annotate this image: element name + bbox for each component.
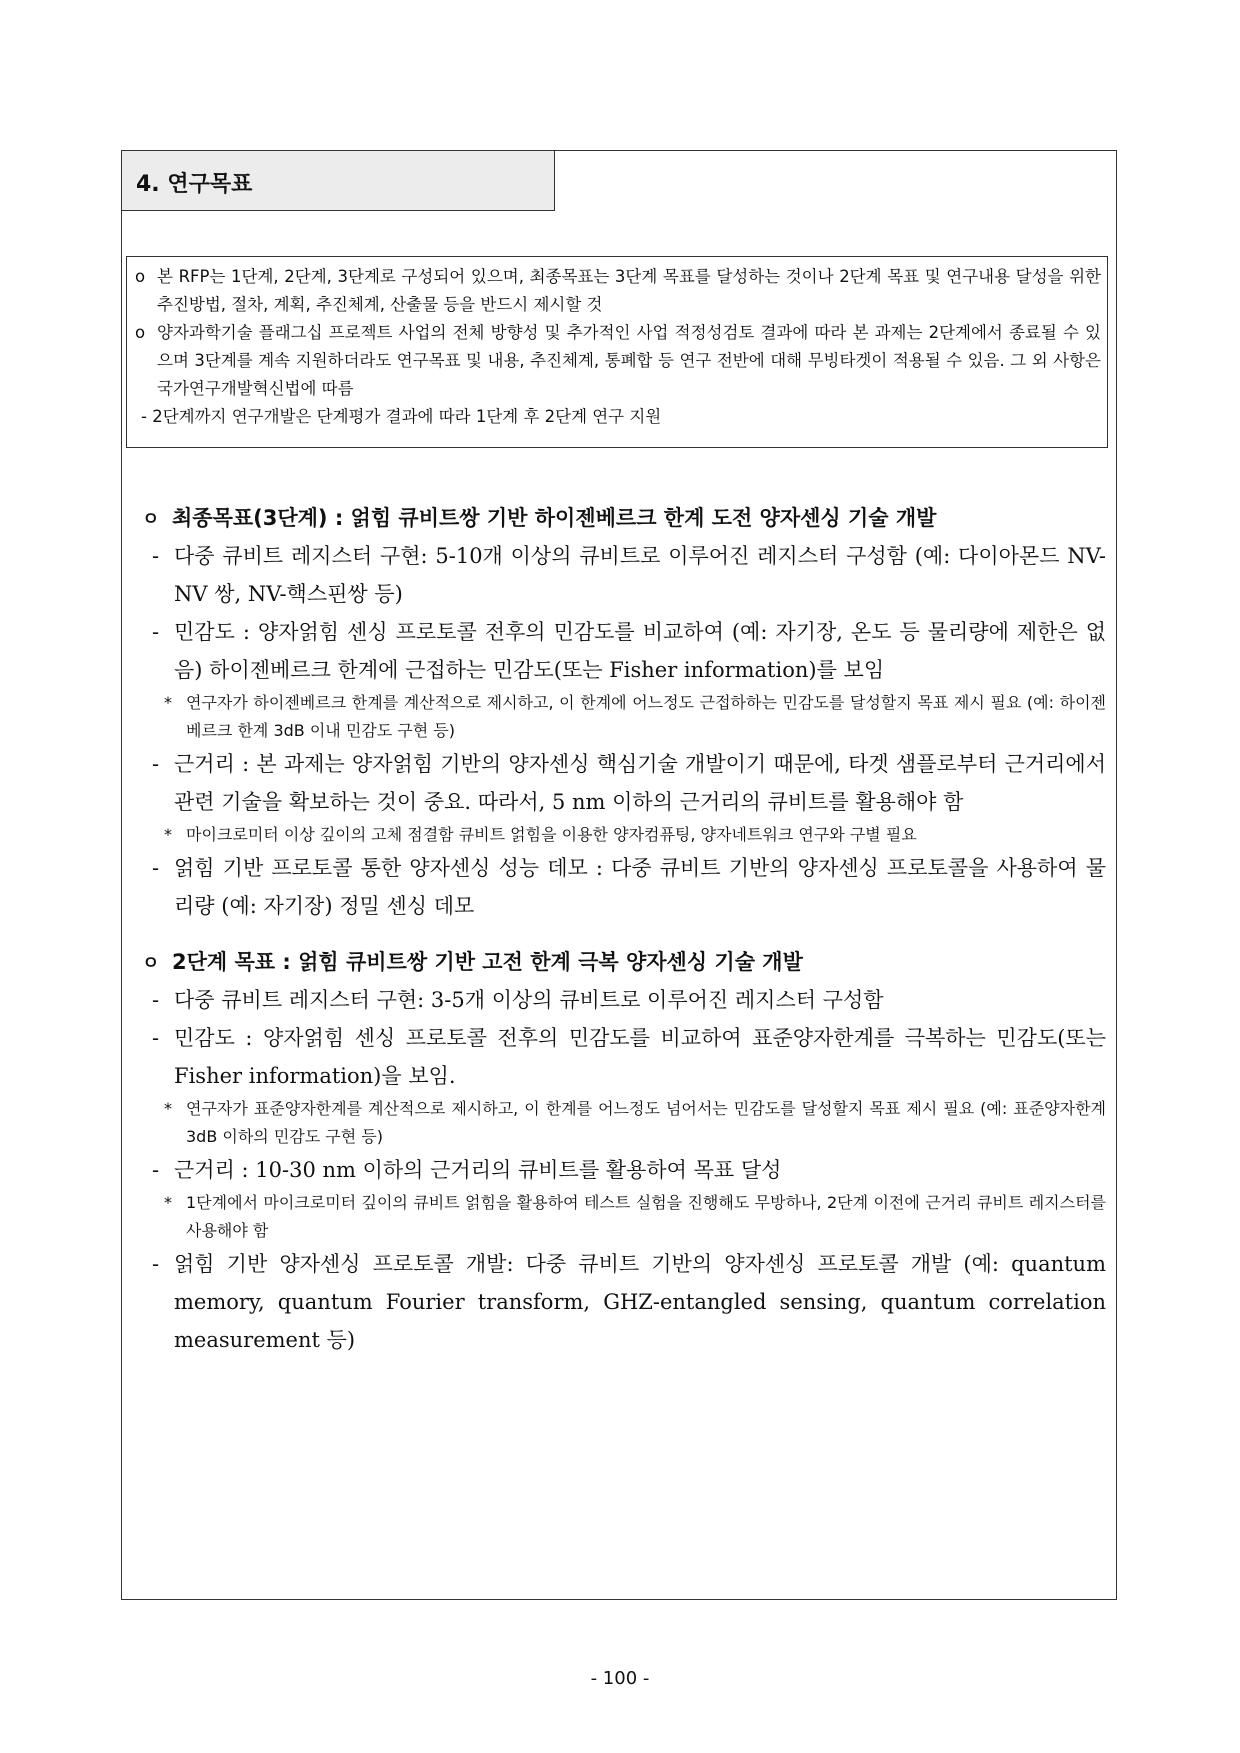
bullet-mark: o bbox=[135, 267, 146, 286]
stage2-goal-heading bbox=[142, 945, 1106, 981]
item-text: 근거리 : 본 과제는 양자얽힘 기반의 양자센싱 핵심기술 개발이기 때문에, 타겟 샘플로부터 근거리에서 관련 기술을 확보하는 것이 중요. 따라서, 5 nm 이하의 근거리의 큐비트를 활용해야 함 bbox=[174, 752, 1106, 814]
notice-sub-item: - 2단계까지 연구개발은 단계평가 결과에 따라 1단계 후 2단계 연구 지원 bbox=[141, 407, 662, 426]
dash-mark: - bbox=[152, 1252, 160, 1276]
content-frame bbox=[121, 150, 1117, 1600]
footnote-item bbox=[164, 689, 1106, 745]
list-item bbox=[152, 745, 1106, 821]
item-text: 민감도 : 양자얽힘 센싱 프로토콜 전후의 민감도를 비교하여 표준양자한계를 극복하는 민감도(또는 Fisher information)을 보임. bbox=[174, 1026, 1106, 1088]
item-text: 근거리 : 10-30 nm 이하의 근거리의 큐비트를 활용하여 목표 달성 bbox=[174, 1158, 782, 1182]
notice-text: 양자과학기술 플래그십 프로젝트 사업의 전체 방향성 및 추가적인 사업 적정성검토 결과에 따라 본 과제는 2단계에서 종료될 수 있으며 3단계를 계속 지원하더라도 연구목표 및 내용, 추진체계, 통폐합 등 연구 전반에 대해 무빙타겟이 적용될 수 있음. 그 외 사항은 국가연구개발혁신법에 따름 bbox=[157, 323, 1101, 398]
footnote-item bbox=[164, 1189, 1106, 1245]
circle-bullet-icon: ㅇ bbox=[142, 509, 160, 530]
list-item bbox=[152, 1151, 1106, 1189]
circle-bullet-icon: ㅇ bbox=[142, 953, 160, 974]
item-text: 얽힘 기반 프로토콜 통한 양자센싱 성능 데모 : 다중 큐비트 기반의 양자센싱 프로토콜을 사용하여 물리량 (예: 자기장) 정밀 센싱 데모 bbox=[174, 856, 1106, 918]
item-text: 연구자가 표준양자한계를 계산적으로 제시하고, 이 한계를 어느정도 넘어서는 민감도를 달성할지 목표 제시 필요 (예: 표준양자한계 3dB 이하의 민감도 구현 등) bbox=[186, 1099, 1106, 1146]
item-text: 다중 큐비트 레지스터 구현: 3-5개 이상의 큐비트로 이루어진 레지스터 구성함 bbox=[174, 988, 884, 1012]
list-item bbox=[152, 981, 1106, 1019]
list-item bbox=[152, 1245, 1106, 1359]
final-goal-title: 최종목표(3단계) : 얽힘 큐비트쌍 기반 하이젠베르크 한계 도전 양자센싱 기술 개발 bbox=[172, 506, 937, 530]
asterisk-mark: * bbox=[164, 825, 172, 844]
final-goal-list bbox=[142, 537, 1106, 925]
item-text: 민감도 : 양자얽힘 센싱 프로토콜 전후의 민감도를 비교하여 (예: 자기장, 온도 등 물리량에 제한은 없음) 하이젠베르크 한계에 근접하는 민감도(또는 Fisher information)를 보임 bbox=[174, 620, 1106, 682]
page-number: - 100 - bbox=[590, 1668, 650, 1689]
bullet-mark: o bbox=[135, 323, 146, 342]
rfp-notice-box bbox=[126, 256, 1108, 448]
asterisk-mark: * bbox=[164, 693, 172, 712]
notice-item bbox=[135, 319, 1101, 403]
notice-item bbox=[135, 263, 1101, 319]
dash-mark: - bbox=[152, 1026, 160, 1050]
dash-mark: - bbox=[152, 988, 160, 1012]
final-goal-heading bbox=[142, 501, 1106, 537]
dash-mark: - bbox=[152, 544, 160, 568]
dash-mark: - bbox=[152, 856, 160, 880]
list-item bbox=[152, 537, 1106, 613]
dash-mark: - bbox=[152, 752, 160, 776]
notice-text: 본 RFP는 1단계, 2단계, 3단계로 구성되어 있으며, 최종목표는 3단계 목표를 달성하는 것이나 2단계 목표 및 연구내용 달성을 위한 추진방법, 절차, 계획, 추진체계, 산출물 등을 반드시 제시할 것 bbox=[157, 267, 1101, 314]
list-item bbox=[152, 613, 1106, 689]
item-text: 얽힘 기반 양자센싱 프로토콜 개발: 다중 큐비트 기반의 양자센싱 프로토콜 개발 (예: quantum memory, quantum Fourier transform, GHZ-entangled sensing, quantum correlation measurement 등) bbox=[174, 1252, 1106, 1352]
footnote-item bbox=[164, 1095, 1106, 1151]
item-text: 1단계에서 마이크로미터 깊이의 큐비트 얽힘을 활용하여 테스트 실험을 진행해도 무방하나, 2단계 이전에 근거리 큐비트 레지스터를 사용해야 함 bbox=[186, 1193, 1106, 1240]
item-text: 마이크로미터 이상 깊이의 고체 점결함 큐비트 얽힘을 이용한 양자컴퓨팅, 양자네트워크 연구와 구별 필요 bbox=[186, 825, 917, 844]
list-item bbox=[152, 1019, 1106, 1095]
item-text: 연구자가 하이젠베르크 한계를 계산적으로 제시하고, 이 한계에 어느정도 근접하하는 민감도를 달성할지 목표 제시 필요 (예: 하이젠베르크 한계 3dB 이내 민감도 구현 등) bbox=[186, 693, 1106, 740]
item-text: 다중 큐비트 레지스터 구현: 5-10개 이상의 큐비트로 이루어진 레지스터 구성함 (예: 다이아몬드 NV-NV 쌍, NV-핵스핀쌍 등) bbox=[174, 544, 1106, 606]
section-title: 4. 연구목표 bbox=[122, 151, 555, 211]
dash-mark: - bbox=[152, 1158, 160, 1182]
asterisk-mark: * bbox=[164, 1193, 172, 1212]
goals-content bbox=[142, 501, 1106, 1359]
footnote-item bbox=[164, 821, 1106, 849]
dash-mark: - bbox=[152, 620, 160, 644]
asterisk-mark: * bbox=[164, 1099, 172, 1118]
list-item bbox=[152, 849, 1106, 925]
stage2-goal-title: 2단계 목표 : 얽힘 큐비트쌍 기반 고전 한계 극복 양자센싱 기술 개발 bbox=[172, 950, 803, 974]
stage2-goal-list bbox=[142, 981, 1106, 1359]
